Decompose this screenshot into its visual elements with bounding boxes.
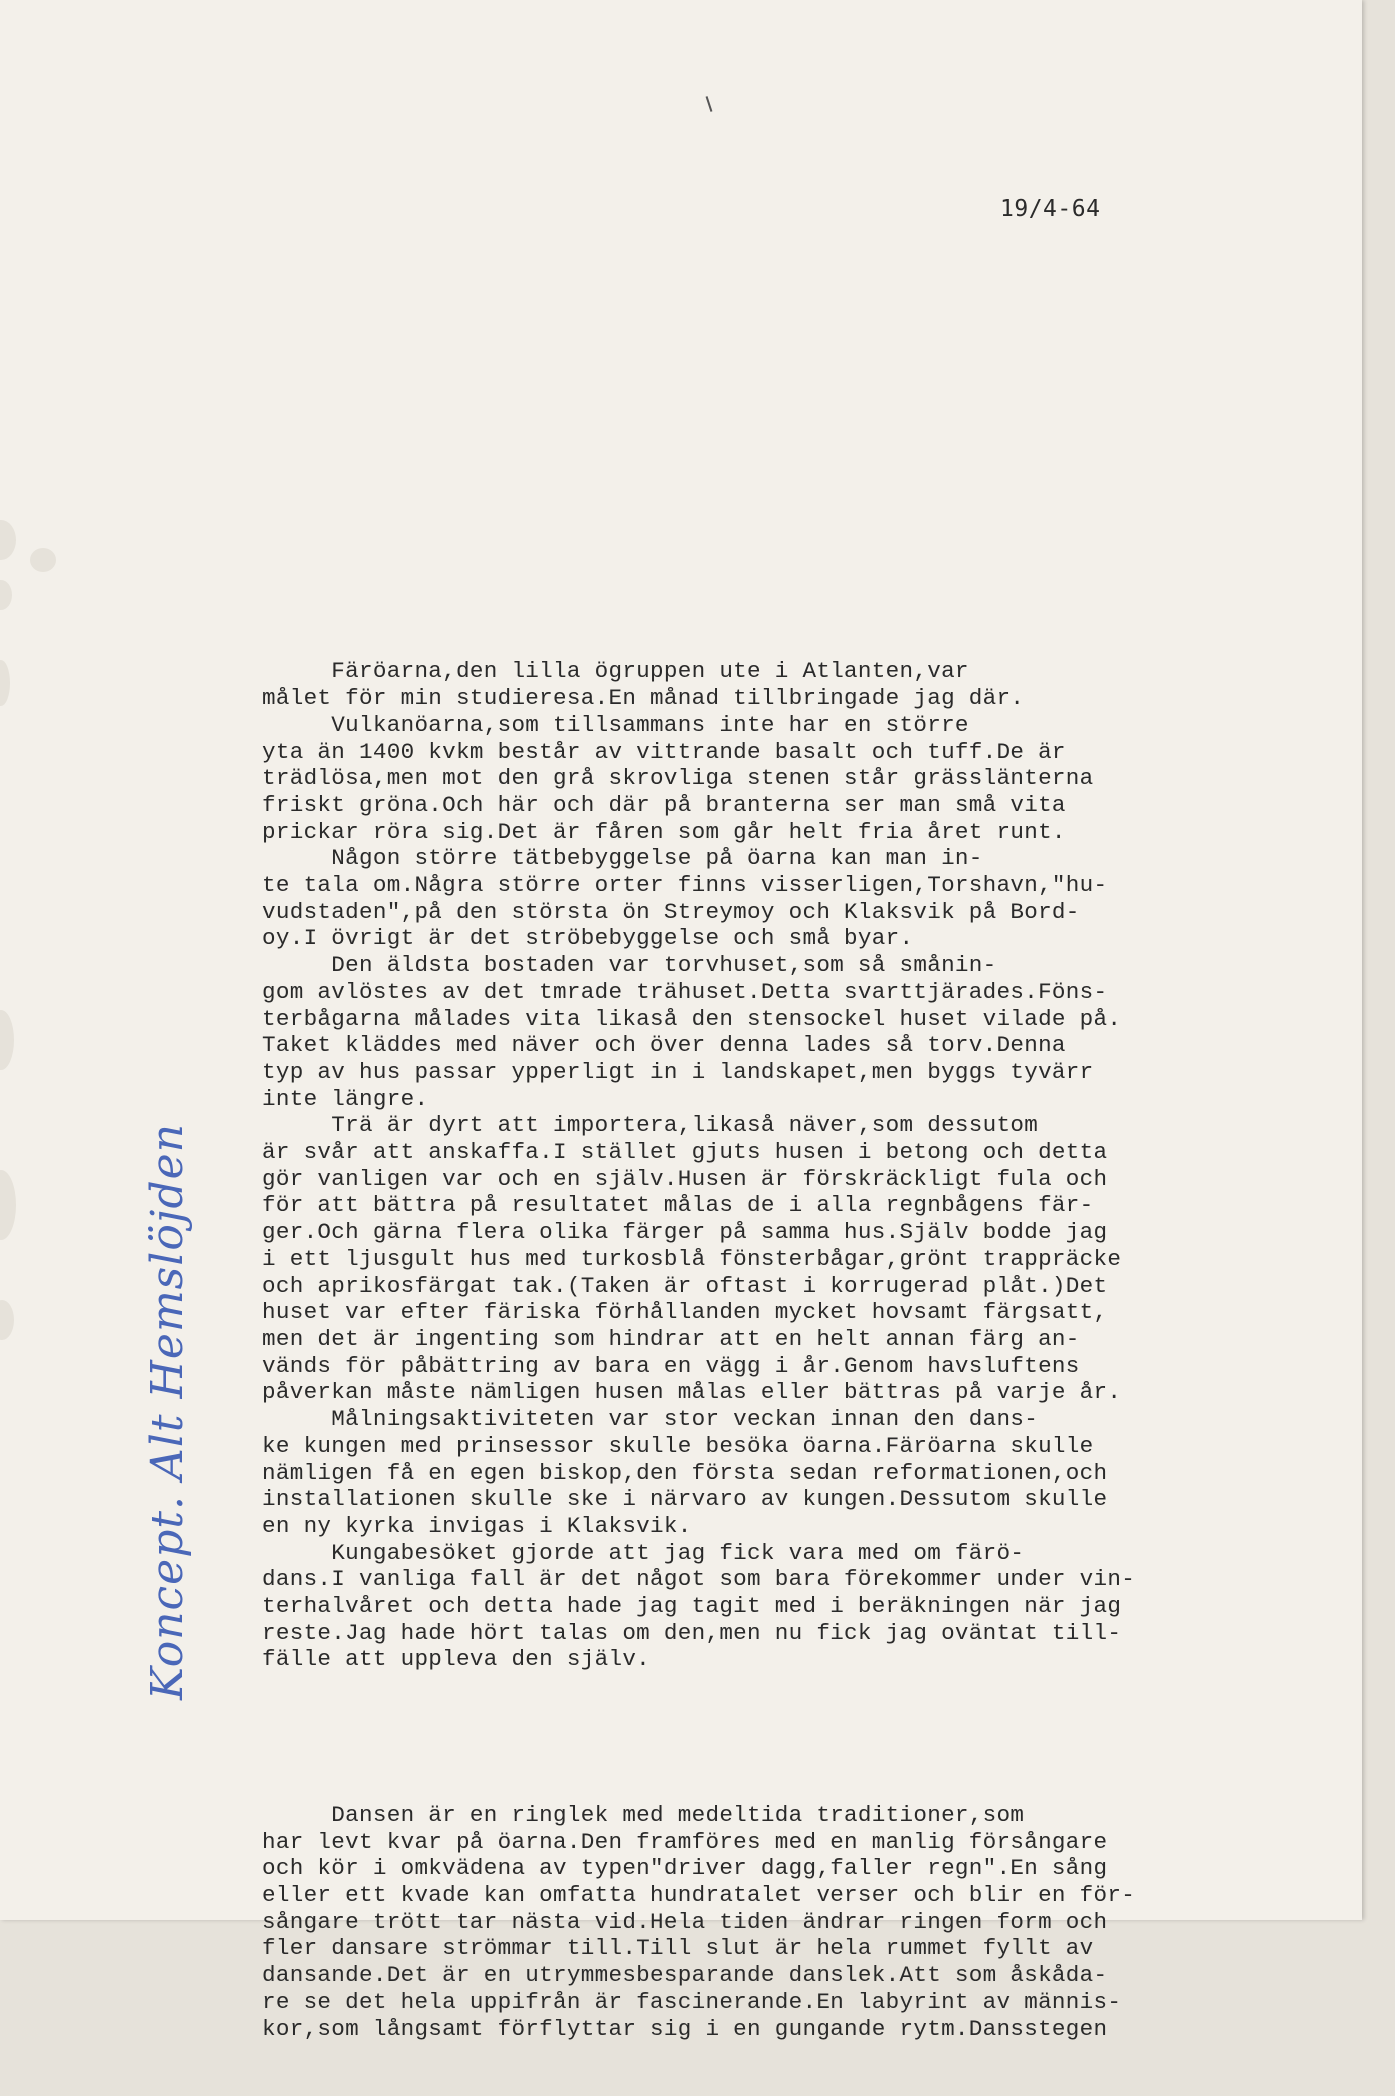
text-line: fälle att uppleva den själv. [262, 1646, 651, 1673]
text-line: huset var efter färiska förhållanden mycket hovsamt färgsatt, [262, 1299, 1108, 1326]
text-line: Kungabesöket gjorde att jag fick vara med om färö- [262, 1539, 1025, 1566]
text-line: påverkan måste nämligen husen målas eller bättras på varje år. [262, 1379, 1122, 1406]
text-line: te tala om.Några större orter finns visserligen,Torshavn,"hu- [262, 872, 1108, 899]
text-line: kor,som långsamt förflyttar sig i en gungande rytm.Dansstegen [262, 2015, 1108, 2042]
torn-edge [30, 548, 56, 572]
torn-edge [0, 1300, 14, 1340]
text-line: är svår att anskaffa.I stället gjuts husen i betong och detta [262, 1139, 1108, 1166]
paragraph-gap [262, 1727, 1342, 1749]
text-line: yta än 1400 kvkm består av vittrande basalt och tuff.De är [262, 738, 1066, 765]
text-line: ger.Och gärna flera olika färger på samma hus.Själv bodde jag [262, 1219, 1108, 1246]
text-line: i ett ljusgult hus med turkosblå fönsterbågar,grönt trappräcke [262, 1245, 1122, 1272]
text-line: installationen skulle ske i närvaro av kungen.Dessutom skulle [262, 1486, 1108, 1513]
text-line: eller ett kvade kan omfatta hundratalet verser och blir en för- [262, 1882, 1136, 1909]
text-line: Vulkanöarna,som tillsammans inte har en större [262, 711, 969, 738]
text-line: har levt kvar på öarna.Den framföres med en manlig försångare [262, 1828, 1108, 1855]
torn-edge [0, 660, 10, 706]
text-line: och aprikosfärgat tak.(Taken är oftast i korrugerad plåt.)Det [262, 1272, 1108, 1299]
text-line: målet för min studieresa.En månad tillbringade jag där. [262, 685, 1025, 712]
text-line: Taket kläddes med näver och över denna lades så torv.Denna [262, 1032, 1066, 1059]
text-line: gom avlöstes av det tmrade trähuset.Detta svarttjärades.Föns- [262, 978, 1108, 1005]
text-line: dans.I vanliga fall är det något som bara förekommer under vin- [262, 1566, 1136, 1593]
torn-edge [0, 580, 12, 610]
pen-mark [706, 96, 713, 112]
text-line: fler dansare strömmar till.Till slut är hela rummet fyllt av [262, 1935, 1094, 1962]
text-line: terbågarna målades vita likaså den stensockel huset vilade på. [262, 1005, 1122, 1032]
text-line: ke kungen med prinsessor skulle besöka öarna.Färöarna skulle [262, 1432, 1094, 1459]
text-block-2 [262, 1802, 1342, 2042]
text-line: gör vanligen var och en själv.Husen är förskräckligt fula och [262, 1165, 1108, 1192]
text-line: oy.I övrigt är det ströbebyggelse och små byar. [262, 925, 914, 952]
text-line: vudstaden",på den största ön Streymoy och Klaksvik på Bord- [262, 898, 1080, 925]
text-line: trädlösa,men mot den grå skrovliga stenen står grässlänterna [262, 765, 1094, 792]
text-line: re se det hela uppifrån är fascinerande.En labyrint av männis- [262, 1988, 1122, 2015]
text-line: inte längre. [262, 1085, 429, 1112]
text-line: Trä är dyrt att importera,likaså näver,som dessutom [262, 1112, 1039, 1139]
text-line: vänds för påbättring av bara en vägg i år.Genom havsluftens [262, 1352, 1080, 1379]
text-line: men det är ingenting som hindrar att en helt annan färg an- [262, 1325, 1080, 1352]
torn-edge [0, 1010, 14, 1070]
text-line: Färöarna,den lilla ögruppen ute i Atlanten,var [262, 658, 969, 685]
text-line: dansande.Det är en utrymmesbesparande danslek.Att som åskåda- [262, 1962, 1108, 1989]
text-block-1 [262, 658, 1342, 1673]
torn-edge [0, 1170, 16, 1240]
text-line: en ny kyrka invigas i Klaksvik. [262, 1512, 692, 1539]
torn-edge [0, 520, 16, 560]
text-line: Den äldsta bostaden var torvhuset,som så smånin- [262, 952, 997, 979]
text-line: för att bättra på resultatet målas de i alla regnbågens fär- [262, 1192, 1094, 1219]
text-line: typ av hus passar ypperligt in i landskapet,men byggs tyvärr [262, 1058, 1094, 1085]
handwritten-annotation: Koncept. Alt Hemslöjden [142, 1123, 193, 1700]
text-line: nämligen få en egen biskop,den första sedan reformationen,och [262, 1459, 1108, 1486]
text-line: Någon större tätbebyggelse på öarna kan man in- [262, 845, 983, 872]
document-date: 19/4-64 [1000, 196, 1101, 222]
text-line: sångare trött tar nästa vid.Hela tiden ändrar ringen form och [262, 1908, 1108, 1935]
text-line: reste.Jag hade hört talas om den,men nu fick jag oväntat till- [262, 1619, 1122, 1646]
text-line: Målningsaktiviteten var stor veckan innan den dans- [262, 1406, 1039, 1433]
text-line: och kör i omkvädena av typen"driver dagg,faller regn".En sång [262, 1855, 1108, 1882]
text-line: friskt gröna.Och här och där på branterna ser man små vita [262, 791, 1066, 818]
text-line: Dansen är en ringlek med medeltida traditioner,som [262, 1801, 1025, 1828]
text-line: prickar röra sig.Det är fåren som går helt fria året runt. [262, 818, 1066, 845]
typewritten-text [262, 605, 1342, 2096]
text-line: terhalvåret och detta hade jag tagit med i beräkningen när jag [262, 1593, 1122, 1620]
